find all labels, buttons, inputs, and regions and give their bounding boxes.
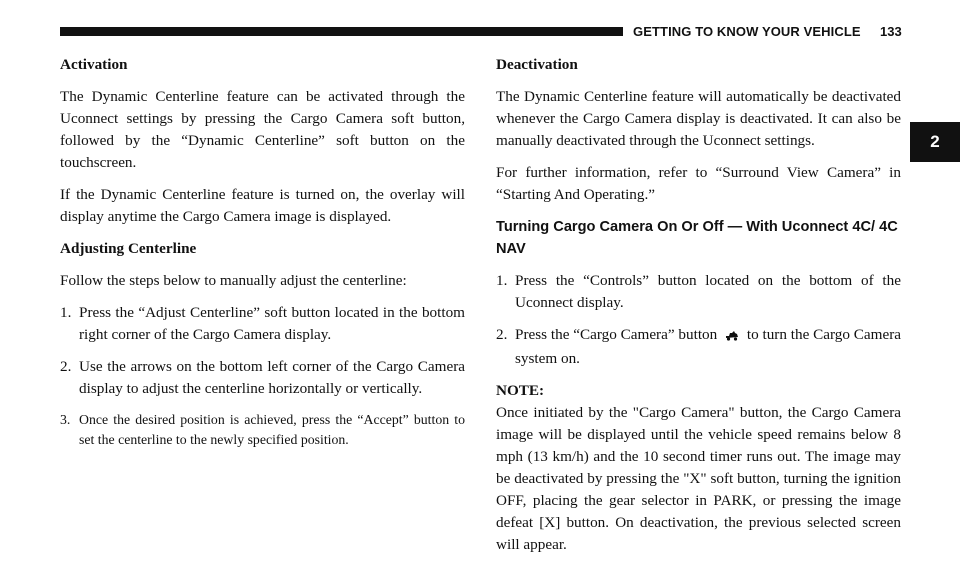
chapter-tab: 2 [910,122,960,162]
step-number: 1. [496,272,508,289]
step-text-after: to turn the Cargo Camera system on. [515,326,902,367]
cargo-camera-icon [725,326,739,348]
adjusting-intro: Follow the steps below to manually adjust the centerline: [60,272,407,289]
header-title: GETTING TO KNOW YOUR VEHICLE [633,24,861,39]
step-text: Press the “Adjust Centerline” soft button located in the bottom right corner of the Cargo Camera display. [79,304,465,343]
turning-step-1 [496,270,901,314]
activation-heading: Activation [60,56,128,73]
adjusting-heading: Adjusting Centerline [60,240,197,257]
step-number: 1. [60,304,72,321]
step-number: 2. [496,326,508,343]
adjust-step-3 [60,410,465,450]
note-text: Once initiated by the "Cargo Camera" button, the Cargo Camera image will be displayed until the vehicle speed remains below 8 mph (13 km/h) and the 10 second timer runs out. The image may be deactivated by pressing the "X" soft button, turning the ignition OFF, placing the gear selector in PARK, or pressing the image defeat [X] button. On deactivation, the previous selected screen will appear. [496,404,901,553]
left-column [60,54,465,460]
turning-heading: Turning Cargo Camera On Or Off — With Uconnect 4C/ 4C NAV [496,219,898,257]
page-number: 133 [880,24,902,39]
header-rule [60,27,623,36]
adjust-step-2 [60,356,465,400]
step-number: 2. [60,358,72,375]
step-text: Use the arrows on the bottom left corner of the Cargo Camera display to adjust the centerline horizontally or vertically. [79,358,465,397]
step-text [515,324,901,370]
deactivation-paragraph-2: For further information, refer to “Surround View Camera” in “Starting And Operating.” [496,164,901,203]
activation-paragraph-1: The Dynamic Centerline feature can be activated through the Uconnect settings by pressing the Cargo Camera soft button, followed by the “Dynamic Centerline” soft button on the touchscreen. [60,88,465,171]
deactivation-heading: Deactivation [496,56,578,73]
step-number: 3. [60,412,71,427]
right-column [496,54,901,556]
step-text: Press the “Controls” button located on the bottom of the Uconnect display. [515,272,901,311]
deactivation-paragraph-1: The Dynamic Centerline feature will automatically be deactivated whenever the Cargo Camera display is deactivated. It can also be manually deactivated through the Uconnect settings. [496,88,901,149]
adjust-step-1 [60,302,465,346]
step-text-before: Press the “Cargo Camera” button [515,326,718,343]
turning-step-2 [496,324,901,370]
step-text: Once the desired position is achieved, press the “Accept” button to set the centerline to the newly specified position. [79,412,465,447]
activation-paragraph-2: If the Dynamic Centerline feature is turned on, the overlay will display anytime the Cargo Camera image is displayed. [60,186,465,225]
note-label: NOTE: [496,382,545,399]
